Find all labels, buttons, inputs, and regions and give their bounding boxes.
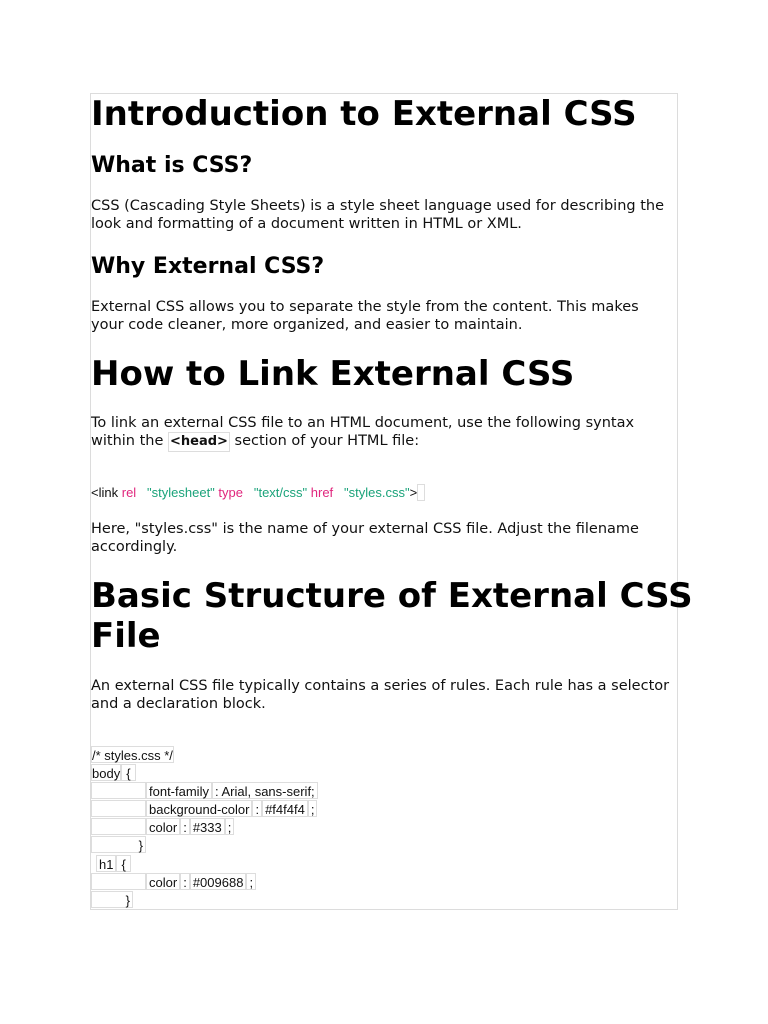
indent-cell: [91, 818, 146, 835]
h1-color-value: #009688: [190, 873, 247, 890]
type-attribute: type: [218, 485, 243, 500]
css-comment-line: [91, 746, 174, 764]
indent-cell: [91, 800, 146, 817]
css-body-selector-line: [91, 764, 136, 782]
color-colon: :: [180, 818, 190, 835]
paragraph-structure: An external CSS file typically contains a series of rules. Each rule has a selector and a declaration block.: [91, 678, 670, 712]
css-h1-close-line: [91, 891, 133, 909]
body-close-brace: }: [91, 836, 146, 853]
paragraph-styles-css-note: Here, "styles.css" is the name of your external CSS file. Adjust the filename accordingly.: [91, 521, 639, 555]
font-family-value: : Arial, sans-serif;: [212, 782, 318, 799]
rel-attribute: rel: [121, 485, 137, 500]
css-font-family-line: [91, 782, 318, 800]
link-text-before: To link an external CSS file to an HTML document, use the following syntax within the: [91, 415, 635, 449]
h1-close-brace: }: [91, 891, 133, 908]
css-body-close-line: [91, 836, 146, 854]
paragraph-link-instructions: [91, 414, 671, 452]
color-semicolon: ;: [225, 818, 235, 835]
paragraph-why-external-css: External CSS allows you to separate the style from the content. This makes your code cleaner, more organized, and easier to maintain.: [91, 299, 639, 333]
href-attribute: href: [310, 485, 334, 500]
css-background-color-line: [91, 800, 317, 818]
css-color-line: [91, 818, 234, 836]
body-selector: body: [92, 766, 121, 781]
css-comment: /* styles.css */: [92, 748, 173, 763]
code-cell: [417, 484, 425, 501]
background-color-semicolon: ;: [308, 800, 318, 817]
link-text-after: section of your HTML file:: [229, 433, 420, 449]
background-color-property: background-color: [146, 800, 252, 817]
color-value: #333: [190, 818, 225, 835]
href-value: "styles.css": [344, 485, 410, 500]
background-color-value: #f4f4f4: [262, 800, 308, 817]
heading-basic-structure: Basic Structure of External CSS File: [91, 576, 693, 656]
h1-selector: h1: [96, 855, 116, 872]
indent-cell: [91, 873, 146, 890]
link-code-snippet: [91, 484, 425, 502]
heading-introduction: Introduction to External CSS: [91, 94, 637, 134]
open-brace: {: [121, 764, 135, 781]
h1-color-colon: :: [180, 873, 190, 890]
color-property: color: [146, 818, 180, 835]
h1-color-semicolon: ;: [246, 873, 256, 890]
font-family-property: font-family: [146, 782, 212, 799]
css-h1-color-line: [91, 873, 256, 891]
heading-how-to-link: How to Link External CSS: [91, 354, 575, 394]
indent-cell: [91, 782, 146, 799]
heading-why-external-css: Why External CSS?: [91, 254, 325, 279]
h1-color-property: color: [146, 873, 180, 890]
head-tag-code: <head>: [168, 432, 230, 452]
link-open-tag: <link: [91, 485, 119, 500]
rel-value: "stylesheet": [147, 485, 215, 500]
css-h1-selector-line: [91, 855, 131, 873]
type-value: "text/css": [253, 485, 308, 500]
h1-open-brace: {: [116, 855, 130, 872]
background-color-colon: :: [252, 800, 262, 817]
paragraph-what-is-css: CSS (Cascading Style Sheets) is a style sheet language used for describing the look and formatting of a document written in HTML or XML.: [91, 198, 664, 232]
link-close-tag: >: [409, 485, 418, 500]
heading-what-is-css: What is CSS?: [91, 153, 253, 178]
